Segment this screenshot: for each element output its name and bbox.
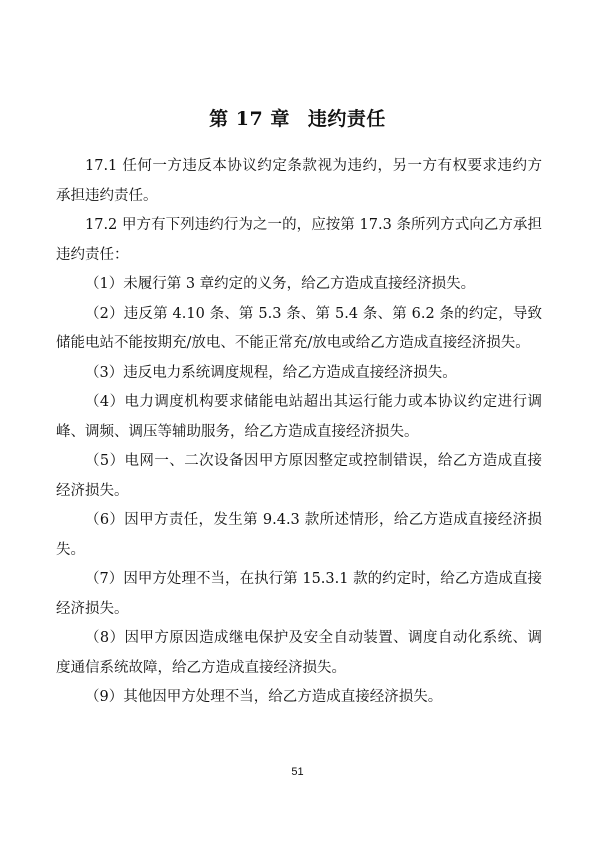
list-item-4: （4）电力调度机构要求储能电站超出其运行能力或本协议约定进行调峰、调频、调压等辅助服务，给乙方造成直接经济损失。 [56,394,542,440]
list-item-3: （3）违反电力系统调度规程，给乙方造成直接经济损失。 [85,364,457,381]
chapter-number: 第 17 章 [209,108,290,130]
list-item-5: （5）电网一、二次设备因甲方原因整定或控制错误，给乙方造成直接经济损失。 [56,453,542,499]
list-item-1: （1）未履行第 3 章约定的义务，给乙方造成直接经济损失。 [85,276,476,292]
chapter-body [56,152,542,713]
chapter-heading [0,104,595,131]
list-item-8: （8）因甲方原因造成继电保护及安全自动装置、调度自动化系统、调度通信系统故障，给乙方造成直接经济损失。 [56,630,542,676]
list-item-2: （2）违反第 4.10 条、第 5.3 条、第 5.4 条、第 6.2 条的约定，导致储能电站不能按期充/放电、不能正常充/放电或给乙方造成直接经济损失。 [56,305,542,351]
list-item-9: （9）其他因甲方处理不当，给乙方造成直接经济损失。 [85,689,443,705]
paragraph-17-1: 17.1 任何一方违反本协议约定条款视为违约，另一方有权要求违约方承担违约责任。 [56,158,542,204]
chapter-title: 违约责任 [307,108,386,130]
page-number: 51 [291,766,304,778]
list-item-7: （7）因甲方处理不当，在执行第 15.3.1 款的约定时，给乙方造成直接经济损失。 [56,571,542,617]
paragraph-17-2: 17.2 甲方有下列违约行为之一的，应按第 17.3 条所列方式向乙方承担违约责任： [56,217,542,263]
list-item-6: （6）因甲方责任，发生第 9.4.3 款所述情形，给乙方造成直接经济损失。 [56,512,542,558]
